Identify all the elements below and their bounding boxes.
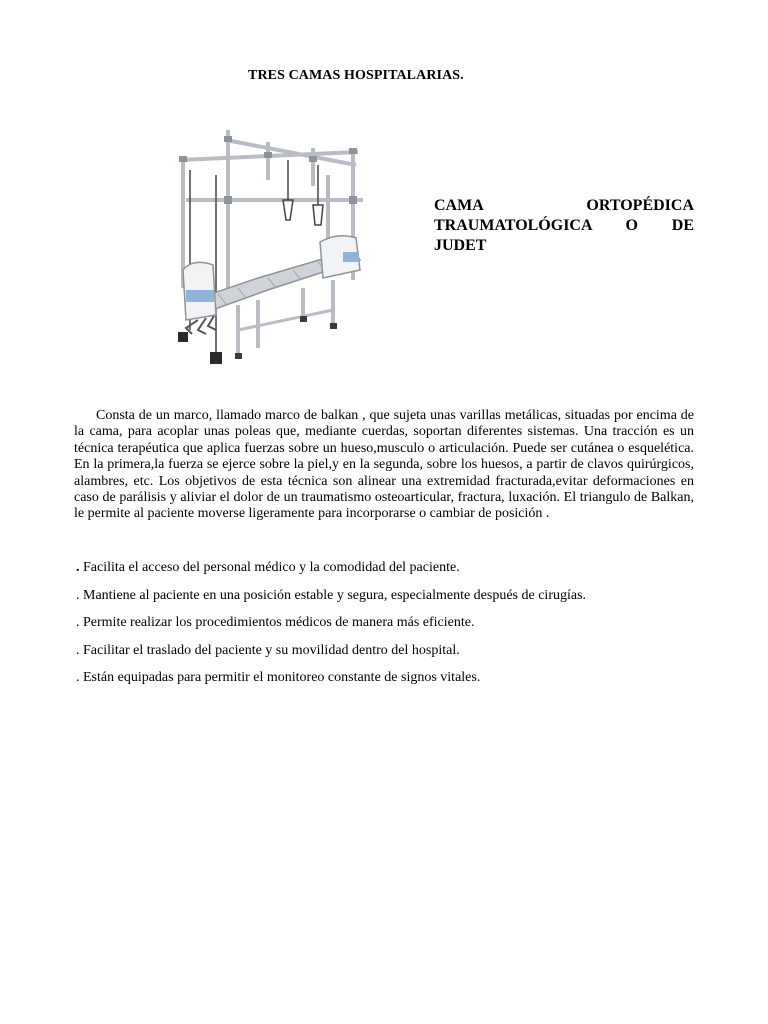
list-item-text: Mantiene al paciente en una posición estable y segura, especialmente después de cirugías. — [83, 587, 587, 603]
benefits-list — [76, 560, 696, 698]
list-item — [76, 615, 696, 643]
list-item — [76, 560, 696, 588]
bullet-marker: . — [76, 642, 80, 658]
list-item — [76, 588, 696, 616]
heading-line: JUDET — [434, 237, 487, 254]
list-item-text: Permite realizar los procedimientos médicos de manera más eficiente. — [83, 615, 475, 631]
list-item-text: Están equipadas para permitir el monitoreo constante de signos vitales. — [83, 670, 481, 686]
description-paragraph: Consta de un marco, llamado marco de balkan , que sujeta unas varillas metálicas, situadas por encima de la cama, para acoplar unas poleas que, mediante cuerdas, soportan diferentes sistemas. Una tracción es un técnica terapéutica que aplica fuerzas sobre un hueso,musculo o articulación. Puede ser cutánea o esquelética. En la primera,la fuerza se ejerce sobre la piel,y en la segunda, sobre los huesos, a partir de clavos quirúrgicos, alambres, etc. Los objetivos de esta técnica son alinear una extremidad fracturada,evitar deformaciones en caso de parálisis y aliviar el dolor de un traumatismo osteoarticular, fractura, luxación. El triangulo de Balkan, le permite al paciente moverse ligeramente para incorporarse o cambiar de posición . — [74, 408, 694, 522]
heading-line: TRAUMATOLÓGICA O DE — [434, 217, 694, 234]
section-heading — [434, 196, 694, 256]
document-title: TRES CAMAS HOSPITALARIAS. — [248, 68, 464, 83]
list-item — [76, 643, 696, 671]
list-item-text: Facilitar el traslado del paciente y su movilidad dentro del hospital. — [83, 642, 460, 658]
bullet-marker: . — [76, 615, 80, 631]
orthopedic-bed-illustration — [98, 120, 398, 380]
heading-line: CAMA ORTOPÉDICA — [434, 197, 694, 214]
bullet-marker: . — [76, 560, 80, 575]
list-item-text: Facilita el acceso del personal médico y la comodidad del paciente. — [83, 560, 460, 575]
bullet-marker: . — [76, 670, 80, 686]
list-item — [76, 670, 696, 698]
bullet-marker: . — [76, 587, 80, 603]
